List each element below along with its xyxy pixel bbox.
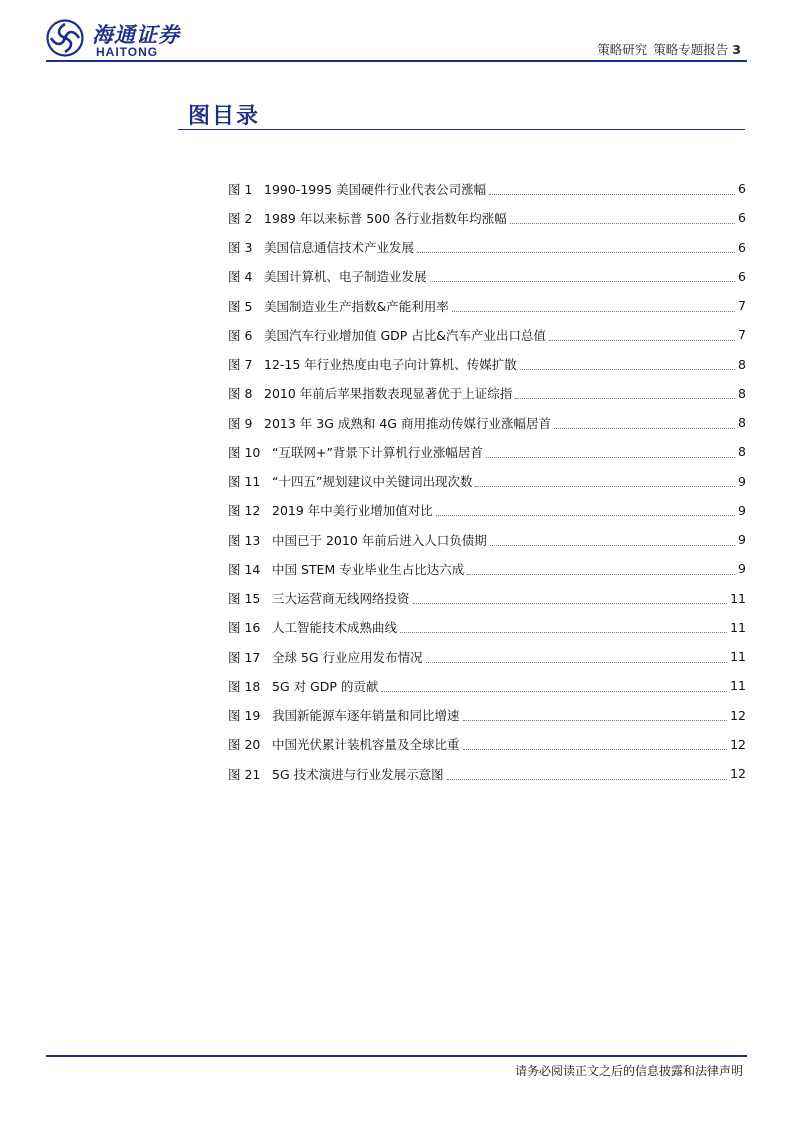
toc-leader-dots — [463, 748, 728, 750]
toc-leader-dots — [554, 427, 735, 429]
toc-entry[interactable] — [228, 262, 746, 291]
toc-entry[interactable] — [228, 642, 746, 671]
toc-leader-dots — [426, 661, 728, 663]
toc-figure-number: 图 2 — [228, 210, 253, 226]
footer-divider — [46, 1055, 747, 1057]
toc-page-number: 6 — [738, 268, 746, 284]
toc-leader-dots — [486, 456, 735, 458]
toc-figure-title: 中国光伏累计装机容量及全球比重 — [272, 737, 460, 753]
toc-entry[interactable] — [228, 759, 746, 788]
toc-figure-number: 图 16 — [228, 620, 261, 636]
title-divider — [178, 129, 745, 130]
toc-entry[interactable] — [228, 203, 746, 232]
toc-page-number: 12 — [730, 766, 746, 782]
toc-entry[interactable] — [228, 467, 746, 496]
page-number: 3 — [732, 42, 741, 57]
logo-english-name: HAITONG — [96, 45, 159, 59]
toc-entry[interactable] — [228, 554, 746, 583]
toc-figure-number: 图 14 — [228, 561, 261, 577]
toc-leader-dots — [381, 690, 727, 692]
toc-figure-title: 中国 STEM 专业毕业生占比达六成 — [272, 561, 465, 577]
toc-entry[interactable] — [228, 584, 746, 613]
toc-leader-dots — [467, 573, 735, 575]
toc-leader-dots — [413, 602, 728, 604]
toc-figure-title: 中国已于 2010 年前后进入人口负债期 — [272, 532, 487, 548]
toc-page-number: 7 — [738, 298, 746, 314]
toc-page-number: 6 — [738, 239, 746, 255]
toc-figure-title: 12-15 年行业热度由电子向计算机、传媒扩散 — [264, 357, 517, 373]
toc-figure-title: 5G 技术演进与行业发展示意图 — [272, 766, 444, 782]
header-divider — [46, 60, 747, 62]
toc-page-number: 9 — [738, 561, 746, 577]
toc-figure-number: 图 11 — [228, 474, 261, 490]
toc-page-number: 8 — [738, 385, 746, 401]
toc-figure-title: 2013 年 3G 成熟和 4G 商用推动传媒行业涨幅居首 — [264, 415, 551, 431]
toc-leader-dots — [490, 544, 735, 546]
toc-page-number: 9 — [738, 502, 746, 518]
toc-figure-number: 图 6 — [228, 327, 253, 343]
toc-figure-number: 图 3 — [228, 240, 253, 256]
toc-entry[interactable] — [228, 730, 746, 759]
toc-figure-title: 全球 5G 行业应用发布情况 — [272, 649, 423, 665]
toc-page-number: 9 — [738, 473, 746, 489]
toc-figure-number: 图 8 — [228, 386, 253, 402]
toc-figure-title: 美国制造业生产指数&产能利用率 — [264, 298, 449, 314]
toc-leader-dots — [463, 719, 728, 721]
toc-leader-dots — [510, 222, 735, 224]
toc-page-number: 12 — [730, 707, 746, 723]
toc-entry[interactable] — [228, 437, 746, 466]
toc-figure-number: 图 7 — [228, 357, 253, 373]
figure-toc — [228, 174, 746, 788]
toc-figure-number: 图 13 — [228, 532, 261, 548]
toc-figure-title: 2010 年前后苹果指数表现显著优于上证综指 — [264, 386, 513, 402]
toc-figure-number: 图 1 — [228, 181, 253, 197]
toc-figure-title: 美国信息通信技术产业发展 — [264, 240, 415, 256]
toc-figure-number: 图 10 — [228, 444, 261, 460]
toc-figure-title: “互联网+”背景下计算机行业涨幅居首 — [272, 444, 483, 460]
header-section: 策略研究 — [597, 42, 648, 57]
toc-page-number: 9 — [738, 532, 746, 548]
toc-page-number: 7 — [738, 327, 746, 343]
header-report-type: 策略专题报告 — [653, 42, 729, 57]
toc-entry[interactable] — [228, 320, 746, 349]
toc-page-number: 11 — [730, 678, 746, 694]
toc-figure-title: 1990-1995 美国硬件行业代表公司涨幅 — [264, 181, 487, 197]
toc-entry[interactable] — [228, 613, 746, 642]
toc-figure-number: 图 15 — [228, 591, 261, 607]
toc-figure-number: 图 5 — [228, 298, 253, 314]
toc-entry[interactable] — [228, 701, 746, 730]
toc-entry[interactable] — [228, 291, 746, 320]
footer-disclaimer: 请务必阅读正文之后的信息披露和法律声明 — [514, 1064, 743, 1078]
toc-leader-dots — [475, 485, 735, 487]
toc-entry[interactable] — [228, 379, 746, 408]
toc-page-number: 11 — [730, 649, 746, 665]
toc-leader-dots — [430, 280, 736, 282]
toc-page-number: 8 — [738, 444, 746, 460]
toc-figure-number: 图 17 — [228, 649, 261, 665]
toc-page-number: 6 — [738, 210, 746, 226]
toc-entry[interactable] — [228, 233, 746, 262]
toc-figure-number: 图 9 — [228, 415, 253, 431]
haitong-logo-icon — [46, 19, 84, 57]
page-title: 图目录 — [188, 104, 261, 129]
toc-leader-dots — [436, 514, 735, 516]
logo-chinese-name: 海通证券 — [92, 22, 180, 47]
toc-entry[interactable] — [228, 174, 746, 203]
haitong-logo — [46, 19, 196, 59]
toc-leader-dots — [549, 339, 735, 341]
toc-entry[interactable] — [228, 671, 746, 700]
toc-figure-title: 5G 对 GDP 的贡献 — [272, 678, 379, 694]
toc-page-number: 8 — [738, 356, 746, 372]
toc-figure-title: “十四五”规划建议中关键词出现次数 — [272, 474, 473, 490]
toc-page-number: 8 — [738, 415, 746, 431]
toc-figure-title: 美国计算机、电子制造业发展 — [264, 269, 427, 285]
toc-figure-title: 三大运营商无线网络投资 — [272, 591, 410, 607]
toc-entry[interactable] — [228, 525, 746, 554]
toc-figure-number: 图 19 — [228, 708, 261, 724]
toc-figure-number: 图 18 — [228, 678, 261, 694]
toc-figure-number: 图 4 — [228, 269, 253, 285]
toc-page-number: 6 — [738, 181, 746, 197]
toc-figure-title: 1989 年以来标普 500 各行业指数年均涨幅 — [264, 210, 507, 226]
toc-entry[interactable] — [228, 350, 746, 379]
toc-figure-title: 人工智能技术成熟曲线 — [272, 620, 398, 636]
toc-figure-number: 图 12 — [228, 503, 261, 519]
header-info — [597, 40, 741, 58]
toc-figure-number: 图 20 — [228, 737, 261, 753]
toc-entry[interactable] — [228, 408, 746, 437]
toc-leader-dots — [400, 631, 727, 633]
toc-leader-dots — [520, 368, 735, 370]
toc-entry[interactable] — [228, 496, 746, 525]
toc-leader-dots — [452, 310, 735, 312]
toc-page-number: 11 — [730, 619, 746, 635]
toc-leader-dots — [417, 251, 735, 253]
toc-figure-title: 美国汽车行业增加值 GDP 占比&汽车产业出口总值 — [264, 327, 547, 343]
toc-leader-dots — [447, 778, 727, 780]
toc-figure-number: 图 21 — [228, 766, 261, 782]
toc-leader-dots — [489, 193, 735, 195]
toc-page-number: 11 — [730, 590, 746, 606]
toc-leader-dots — [515, 397, 735, 399]
toc-figure-title: 2019 年中美行业增加值对比 — [272, 503, 433, 519]
toc-figure-title: 我国新能源车逐年销量和同比增速 — [272, 708, 460, 724]
toc-page-number: 12 — [730, 736, 746, 752]
